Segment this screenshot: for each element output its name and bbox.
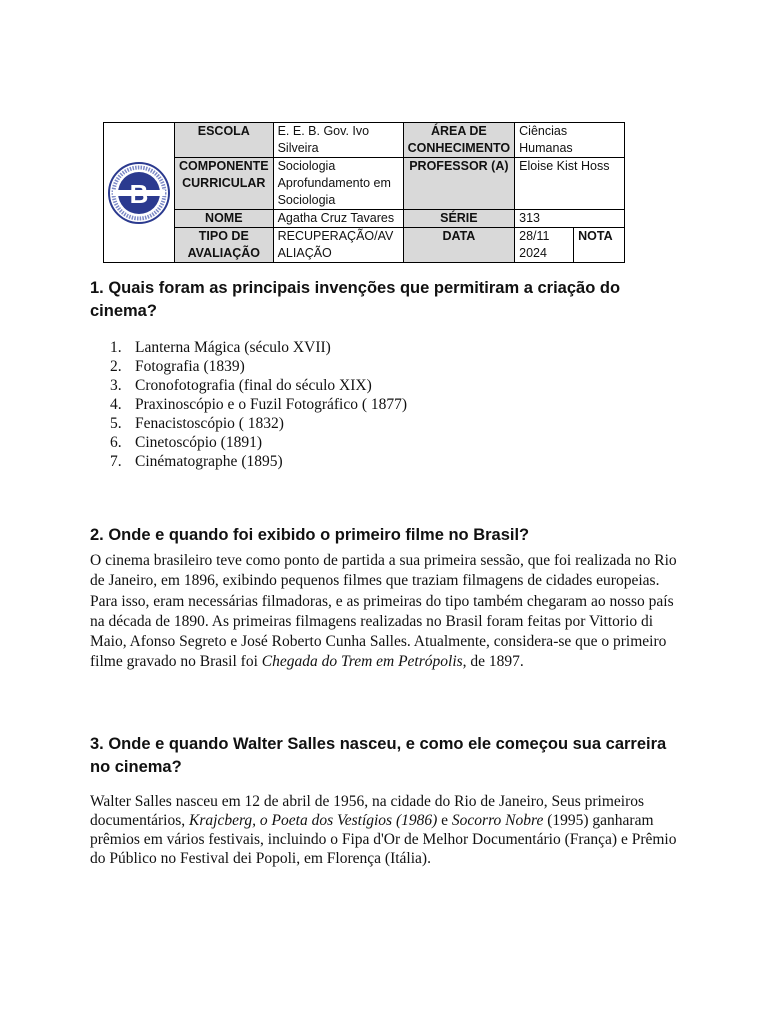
list-item <box>110 338 407 357</box>
inventions-list <box>110 338 407 471</box>
documentary-title-1: Krajcberg, o Poeta dos Vestígios (1986) <box>189 812 438 829</box>
answer-3-text-c: (1995) ganharam prêmios em vários festivais, incluindo o Fipa d'Or de Melhor Documentário (França) e Prêmio do Público no Festival dei Popoli, em Florença (Itália). <box>90 812 677 867</box>
answer-2-text-b: , de 1897. <box>462 653 524 671</box>
list-item <box>110 414 407 433</box>
answer-3-text-b: e <box>437 812 452 829</box>
list-item-number: 5. <box>110 415 122 432</box>
film-title: Chegada do Trem em Petrópolis <box>261 653 463 671</box>
list-item-text: Praxinoscópio e o Fuzil Fotográfico ( 1877) <box>135 396 408 413</box>
componente-label: COMPONENTE CURRICULAR <box>175 158 274 210</box>
componente-value: Sociologia Aprofundamento em Sociologia <box>273 158 403 210</box>
list-item <box>110 357 407 376</box>
nome-label: NOME <box>175 210 274 228</box>
tipo-value: RECUPERAÇÃO/AVALIAÇÃO <box>273 228 403 263</box>
professor-label: PROFESSOR (A) <box>403 158 515 210</box>
list-item-text: Cronofotografia (final do século XIX) <box>135 377 372 394</box>
list-item-text: Cinetoscópio (1891) <box>135 434 262 451</box>
answer-2-text-a: O cinema brasileiro teve como ponto de partida a sua primeira sessão, que foi realizada no Rio de Janeiro, em 1896, exibindo pequenos filmes que traziam filmagens de cidades europeias. Para isso, eram necessárias filmadoras, e as primeiras do tipo também chegaram ao nosso país na década de 1890. As primeiras filmagens realizadas no Brasil foram feitas por Vittorio di Maio, Afonso Segreto e José Roberto Cunha Salles. Atualmente, considera-se que o primeiro filme gravado no Brasil foi <box>90 552 677 671</box>
list-item-number: 2. <box>110 358 122 375</box>
serie-value: 313 <box>515 210 625 228</box>
escola-value: E. E. B. Gov. Ivo Silveira <box>273 123 403 158</box>
header-table <box>103 122 625 263</box>
area-value: Ciências Humanas <box>515 123 625 158</box>
question-2-answer <box>90 551 690 673</box>
question-1-title: 1. Quais foram as principais invenções que permitiram a criação do cinema? <box>90 279 621 320</box>
list-item <box>110 452 407 471</box>
list-item <box>110 433 407 452</box>
serie-label: SÉRIE <box>403 210 515 228</box>
documentary-title-2: Socorro Nobre <box>451 812 544 829</box>
list-item-text: Cinématographe (1895) <box>135 453 283 470</box>
list-item-text: Fotografia (1839) <box>135 358 245 375</box>
question-3-answer <box>90 792 690 868</box>
data-label: DATA <box>403 228 515 263</box>
answer-3-text-a: Walter Salles nasceu em 12 de abril de 1956, na cidade do Rio de Janeiro, Seus primeiros documentários, <box>90 793 645 829</box>
tipo-label: TIPO DE AVALIAÇÃO <box>175 228 274 263</box>
list-item-text: Fenacistoscópio ( 1832) <box>135 415 284 432</box>
data-value: 28/11 2024 <box>515 228 574 263</box>
list-item-text: Lanterna Mágica (século XVII) <box>135 339 331 356</box>
nota-label: NOTA <box>574 228 625 263</box>
professor-value: Eloise Kist Hoss <box>515 158 625 210</box>
list-item-number: 3. <box>110 377 122 394</box>
logo-letter: B <box>129 178 149 209</box>
nome-value: Agatha Cruz Tavares <box>273 210 403 228</box>
question-2-title: 2. Onde e quando foi exibido o primeiro filme no Brasil? <box>90 526 530 544</box>
escola-label: ESCOLA <box>175 123 274 158</box>
question-3-title: 3. Onde e quando Walter Salles nasceu, e como ele começou sua carreira no cinema? <box>90 735 667 776</box>
school-logo <box>107 161 171 225</box>
list-item-number: 7. <box>110 453 122 470</box>
area-label: ÁREA DE CONHECIMENTO <box>403 123 515 158</box>
list-item <box>110 395 407 414</box>
list-item-number: 1. <box>110 339 122 356</box>
school-logo-cell <box>104 123 175 263</box>
list-item-number: 4. <box>110 396 122 413</box>
list-item-number: 6. <box>110 434 122 451</box>
list-item <box>110 376 407 395</box>
